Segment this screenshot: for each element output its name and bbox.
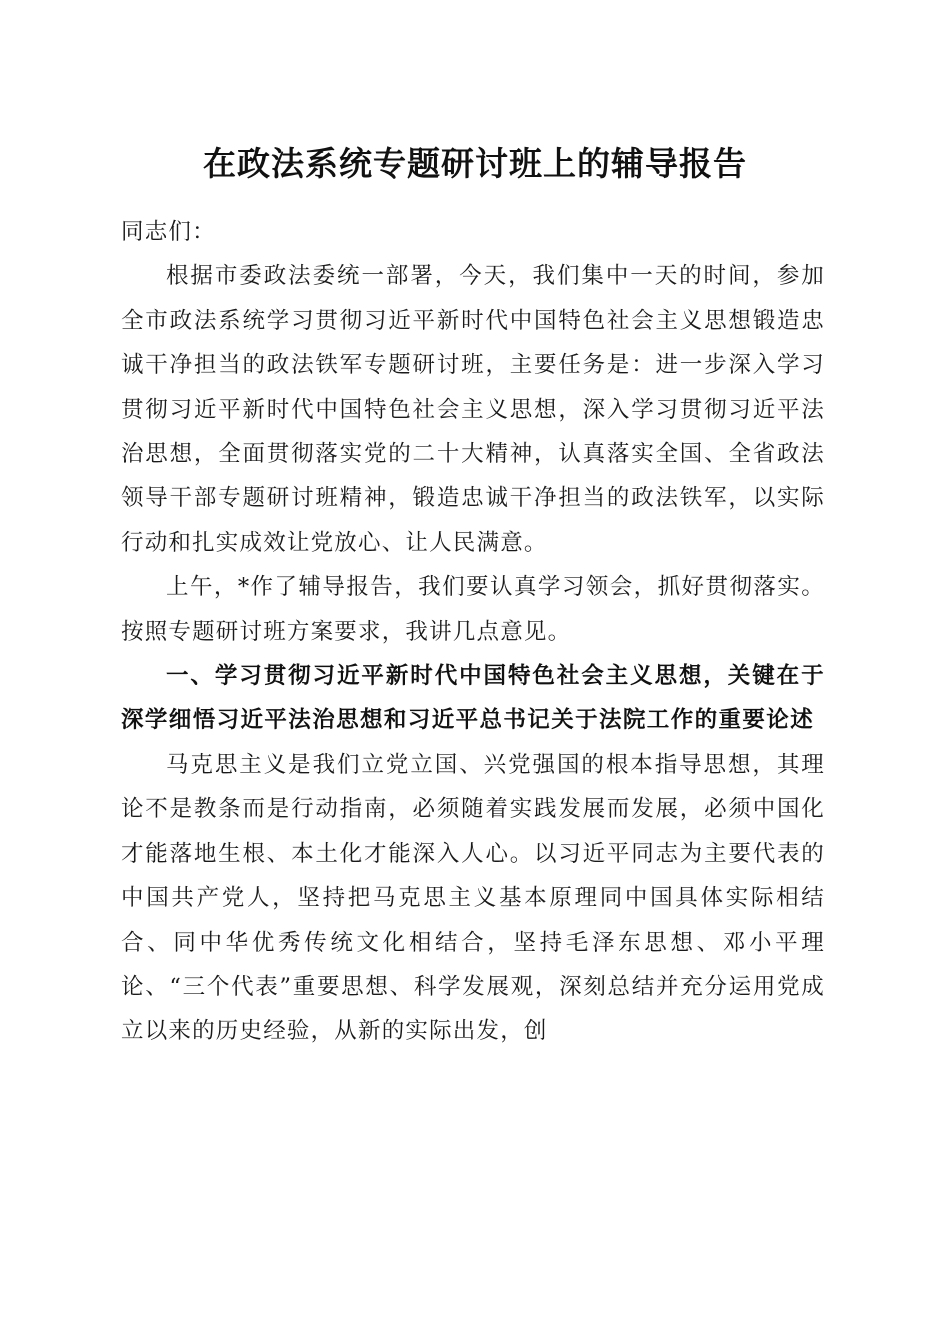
section-heading-1: 一、学习贯彻习近平新时代中国特色社会主义思想，关键在于深学细悟习近平法治思想和习近平总书记关于法院工作的重要论述 (121, 663, 825, 734)
document-body (121, 210, 825, 1054)
paragraph-morning-report: 上午，*作了辅导报告，我们要认真学习领会，抓好贯彻落实。按照专题研讨班方案要求，我讲几点意见。 (121, 574, 825, 645)
paragraph-intro: 根据市委政法委统一部署，今天，我们集中一天的时间，参加全市政法系统学习贯彻习近平新时代中国特色社会主义思想锻造忠诚干净担当的政法铁军专题研讨班，主要任务是：进一步深入学习贯彻习近平新时代中国特色社会主义思想，深入学习贯彻习近平法治思想，全面贯彻落实党的二十大精神，认真落实全国、全省政法领导干部专题研讨班精神，锻造忠诚干净担当的政法铁军，以实际行动和扎实成效让党放心、让人民满意。 (121, 263, 825, 556)
document-title: 在政法系统专题研讨班上的辅导报告 (203, 144, 747, 183)
salutation: 同志们： (121, 219, 216, 245)
section-1-paragraph: 马克思主义是我们立党立国、兴党强国的根本指导思想，其理论不是教条而是行动指南，必须随着实践发展而发展，必须中国化才能落地生根、本土化才能深入人心。以习近平同志为主要代表的中国共产党人，坚持把马克思主义基本原理同中国具体实际相结合、同中华优秀传统文化相结合，坚持毛泽东思想、邓小平理论、“三个代表”重要思想、科学发展观，深刻总结并充分运用党成立以来的历史经验，从新的实际出发，创 (121, 751, 825, 1045)
